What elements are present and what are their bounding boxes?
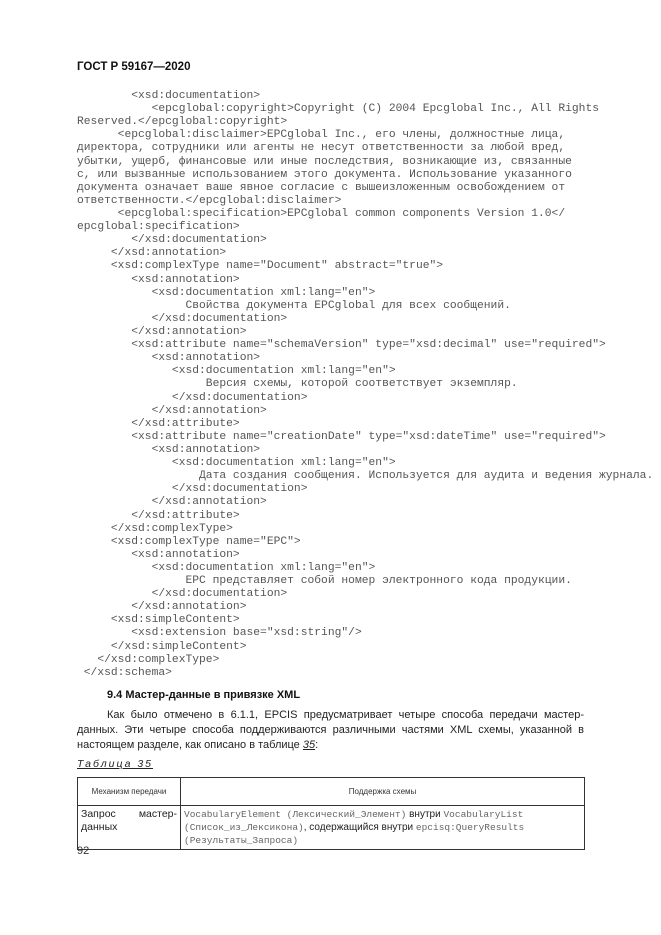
schema-support-table	[77, 777, 585, 850]
cell-text: , содержащийся внутри	[303, 822, 416, 833]
code-line: </xsd:annotation>	[77, 496, 267, 509]
code-line: <xsd:attribute name="creationDate" type="xsd:dateTime" use="required">	[77, 430, 606, 443]
code-line: <xsd:simpleContent>	[77, 614, 240, 627]
column-header-schema-support: Поддержка схемы	[181, 778, 585, 806]
code-line: <epcglobal:copyright>Copyright (C) 2004 Epcglobal Inc., All Rights	[77, 103, 600, 116]
section-heading: 9.4 Мастер-данные в привязке XML	[107, 689, 301, 701]
code-line: <xsd:complexType name="EPC">	[77, 535, 301, 548]
code-line: <xsd:annotation>	[77, 352, 261, 365]
code-line: </xsd:documentation>	[77, 234, 267, 247]
table-caption: Таблица 35	[77, 758, 154, 770]
code-line: epcglobal:specification>	[77, 221, 240, 234]
code-line: </xsd:documentation>	[77, 312, 288, 325]
table-row	[78, 806, 585, 850]
code-line: <xsd:annotation>	[77, 548, 240, 561]
code-line: документа означает ваше явное согласие с вышеизложенным освобождением от	[77, 181, 566, 194]
code-line: с, или вызванные использованием этого документа. Использование указанного	[77, 168, 572, 181]
code-line: директора, сотрудники или агенты не несут ответственности за любой вред,	[77, 142, 566, 155]
code-line: </xsd:complexType>	[77, 653, 220, 666]
code-line: ответственности.</epcglobal:disclaimer>	[77, 194, 342, 207]
code-line: </xsd:annotation>	[77, 404, 267, 417]
code-line: <xsd:complexType name="Document" abstract="true">	[77, 260, 444, 273]
code-vocabulary-list: VocabularyList (Список_из_Лексикона)	[184, 809, 524, 833]
table-reference-link[interactable]: 35	[302, 739, 316, 751]
code-line: <xsd:attribute name="schemaVersion" type="xsd:decimal" use="required">	[77, 339, 606, 352]
xml-code-listing	[77, 90, 654, 680]
code-line: убытки, ущерб, финансовые или иные последствия, возникающие из, связанные	[77, 155, 572, 168]
code-line: </xsd:annotation>	[77, 601, 247, 614]
column-header-mechanism: Механизм передачи	[78, 778, 181, 806]
code-line: <epcglobal:disclaimer>EPCglobal Inc., его члены, должностные лица,	[77, 129, 566, 142]
paragraph-text: Как было отмечено в 6.1.1, EPCIS предусматривает четыре способа передачи мастер-данных. Эти четыре способа поддерживаются различными частями XML схемы, указанной в настоящем разделе, как описано в таблице	[77, 709, 584, 751]
code-line: <xsd:documentation xml:lang="en">	[77, 286, 376, 299]
code-vocabulary-element: VocabularyElement (Лексический_Элемент)	[184, 809, 407, 820]
code-line: </xsd:attribute>	[77, 509, 240, 522]
table-header-row	[78, 778, 585, 806]
code-line: Reserved.</epcglobal:copyright>	[77, 116, 288, 129]
code-line: Свойства документа EPCglobal для всех сообщений.	[77, 299, 511, 312]
code-line: </xsd:annotation>	[77, 247, 227, 260]
code-line: <xsd:documentation xml:lang="en">	[77, 365, 396, 378]
code-line: <epcglobal:specification>EPCglobal common components Version 1.0</	[77, 207, 566, 220]
cell-mechanism: Запрос мастер-данных	[78, 806, 181, 850]
cell-schema-support	[181, 806, 585, 850]
code-line: </xsd:documentation>	[77, 588, 288, 601]
code-line: <xsd:documentation xml:lang="en">	[77, 457, 396, 470]
code-line: Дата создания сообщения. Используется для аудита и ведения журнала.	[77, 470, 654, 483]
code-line: <xsd:extension base="xsd:string"/>	[77, 627, 362, 640]
code-line: </xsd:documentation>	[77, 483, 308, 496]
code-line: </xsd:attribute>	[77, 417, 240, 430]
code-line: </xsd:complexType>	[77, 522, 233, 535]
code-line: <xsd:annotation>	[77, 273, 240, 286]
code-line: </xsd:annotation>	[77, 325, 247, 338]
code-line: <xsd:annotation>	[77, 443, 261, 456]
code-line: Версия схемы, которой соответствует экземпляр.	[77, 378, 518, 391]
paragraph-text-end: :	[315, 739, 319, 751]
code-line: </xsd:schema>	[77, 666, 172, 679]
cell-text: внутри	[406, 809, 444, 820]
code-query-results: epcisq:QueryResults (Результаты_Запроса)	[184, 822, 525, 846]
code-line: EPC представляет собой номер электронного кода продукции.	[77, 575, 572, 588]
code-line: <xsd:documentation xml:lang="en">	[77, 561, 376, 574]
section-paragraph	[77, 708, 584, 753]
page-number: 92	[77, 845, 90, 857]
document-header: ГОСТ Р 59167—2020	[77, 61, 191, 73]
code-line: </xsd:simpleContent>	[77, 640, 247, 653]
code-line: <xsd:documentation>	[77, 90, 261, 102]
code-line: </xsd:documentation>	[77, 391, 308, 404]
